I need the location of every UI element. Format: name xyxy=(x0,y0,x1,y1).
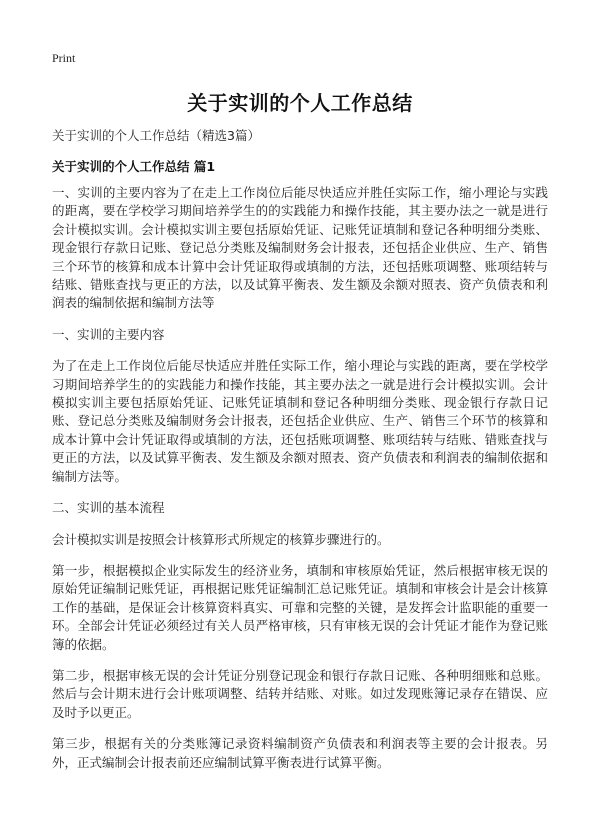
step-three-paragraph: 第三步，根据有关的分类账簿记录资料编制资产负债表和利润表等主要的会计报表。另外，正式编制会计报表前还应编制试算平衡表进行试算平衡。 xyxy=(52,736,548,770)
subheading-basic-process: 二、实训的基本流程 xyxy=(52,500,165,516)
step-one-paragraph: 第一步，根据模拟企业实际发生的经济业务，填制和审核原始凭证，然后根据审核无误的原始凭证编制记账凭证，再根据记账凭证编制汇总记账凭证。填制和审核会计是会计核算工作的基础，是保证会计核算资料真实、可靠和完整的关键，是发挥会计监职能的重要一环。全部会计凭证必须经过有关人员严格审核，只有审核无误的会计凭证才能作为登记账簿的依据。 xyxy=(52,562,548,652)
document-title: 关于实训的个人工作总结 xyxy=(187,91,413,115)
section-heading: 关于实训的个人工作总结 篇1 xyxy=(52,159,216,174)
step-two-paragraph: 第二步，根据审核无误的会计凭证分别登记现金和银行存款日记账、各种明细账和总账。然后与会计期末进行会计账项调整、结转并结账、对账。如过发现账簿记录存在错误、应及时予以更正。 xyxy=(52,667,548,720)
main-content-paragraph: 为了在走上工作岗位后能尽快适应并胜任实际工作，缩小理论与实践的距离，要在学校学习期间培养学生的的实践能力和操作技能，其主要办法之一就是进行会计模拟实训。会计模拟实训主要包括原始凭证、记账凭证填制和登记各种明细分类账、现金银行存款日记账、登记总分类账及编制财务会计报表，还包括企业供应、生产、销售三个环节的核算和成本计算中会计凭证取得或填制的方法，还包括账项调整、账项结转与结账、错账查找与更正的方法，以及试算平衡表、发生额及余额对照表、资产负债表和利润表的编制依据和编制方法等。 xyxy=(52,358,548,484)
process-intro-paragraph: 会计模拟实训是按照会计核算形式所规定的核算步骤进行的。 xyxy=(52,531,390,547)
document-subtitle: 关于实训的个人工作总结（精选3篇） xyxy=(52,128,260,143)
print-link[interactable]: Print xyxy=(52,51,76,65)
subheading-main-content: 一、实训的主要内容 xyxy=(52,326,165,342)
intro-paragraph: 一、实训的主要内容为了在走上工作岗位后能尽快适应并胜任实际工作，缩小理论与实践的距离，要在学校学习期间培养学生的的实践能力和操作技能，其主要办法之一就是进行会计模拟实训。会计模拟实训主要包括原始凭证、记账凭证填制和登记各种明细分类账、现金银行存款日记账、登记总分类账及编制财务会计报表，还包括企业供应、生产、销售三个环节的核算和成本计算中会计凭证取得或填制的方法，还包括账项调整、账项结转与结账、错账查找与更正的方法，以及试算平衡表、发生额及余额对照表、资产负债表和利润表的编制依据和编制方法等 xyxy=(52,185,548,311)
